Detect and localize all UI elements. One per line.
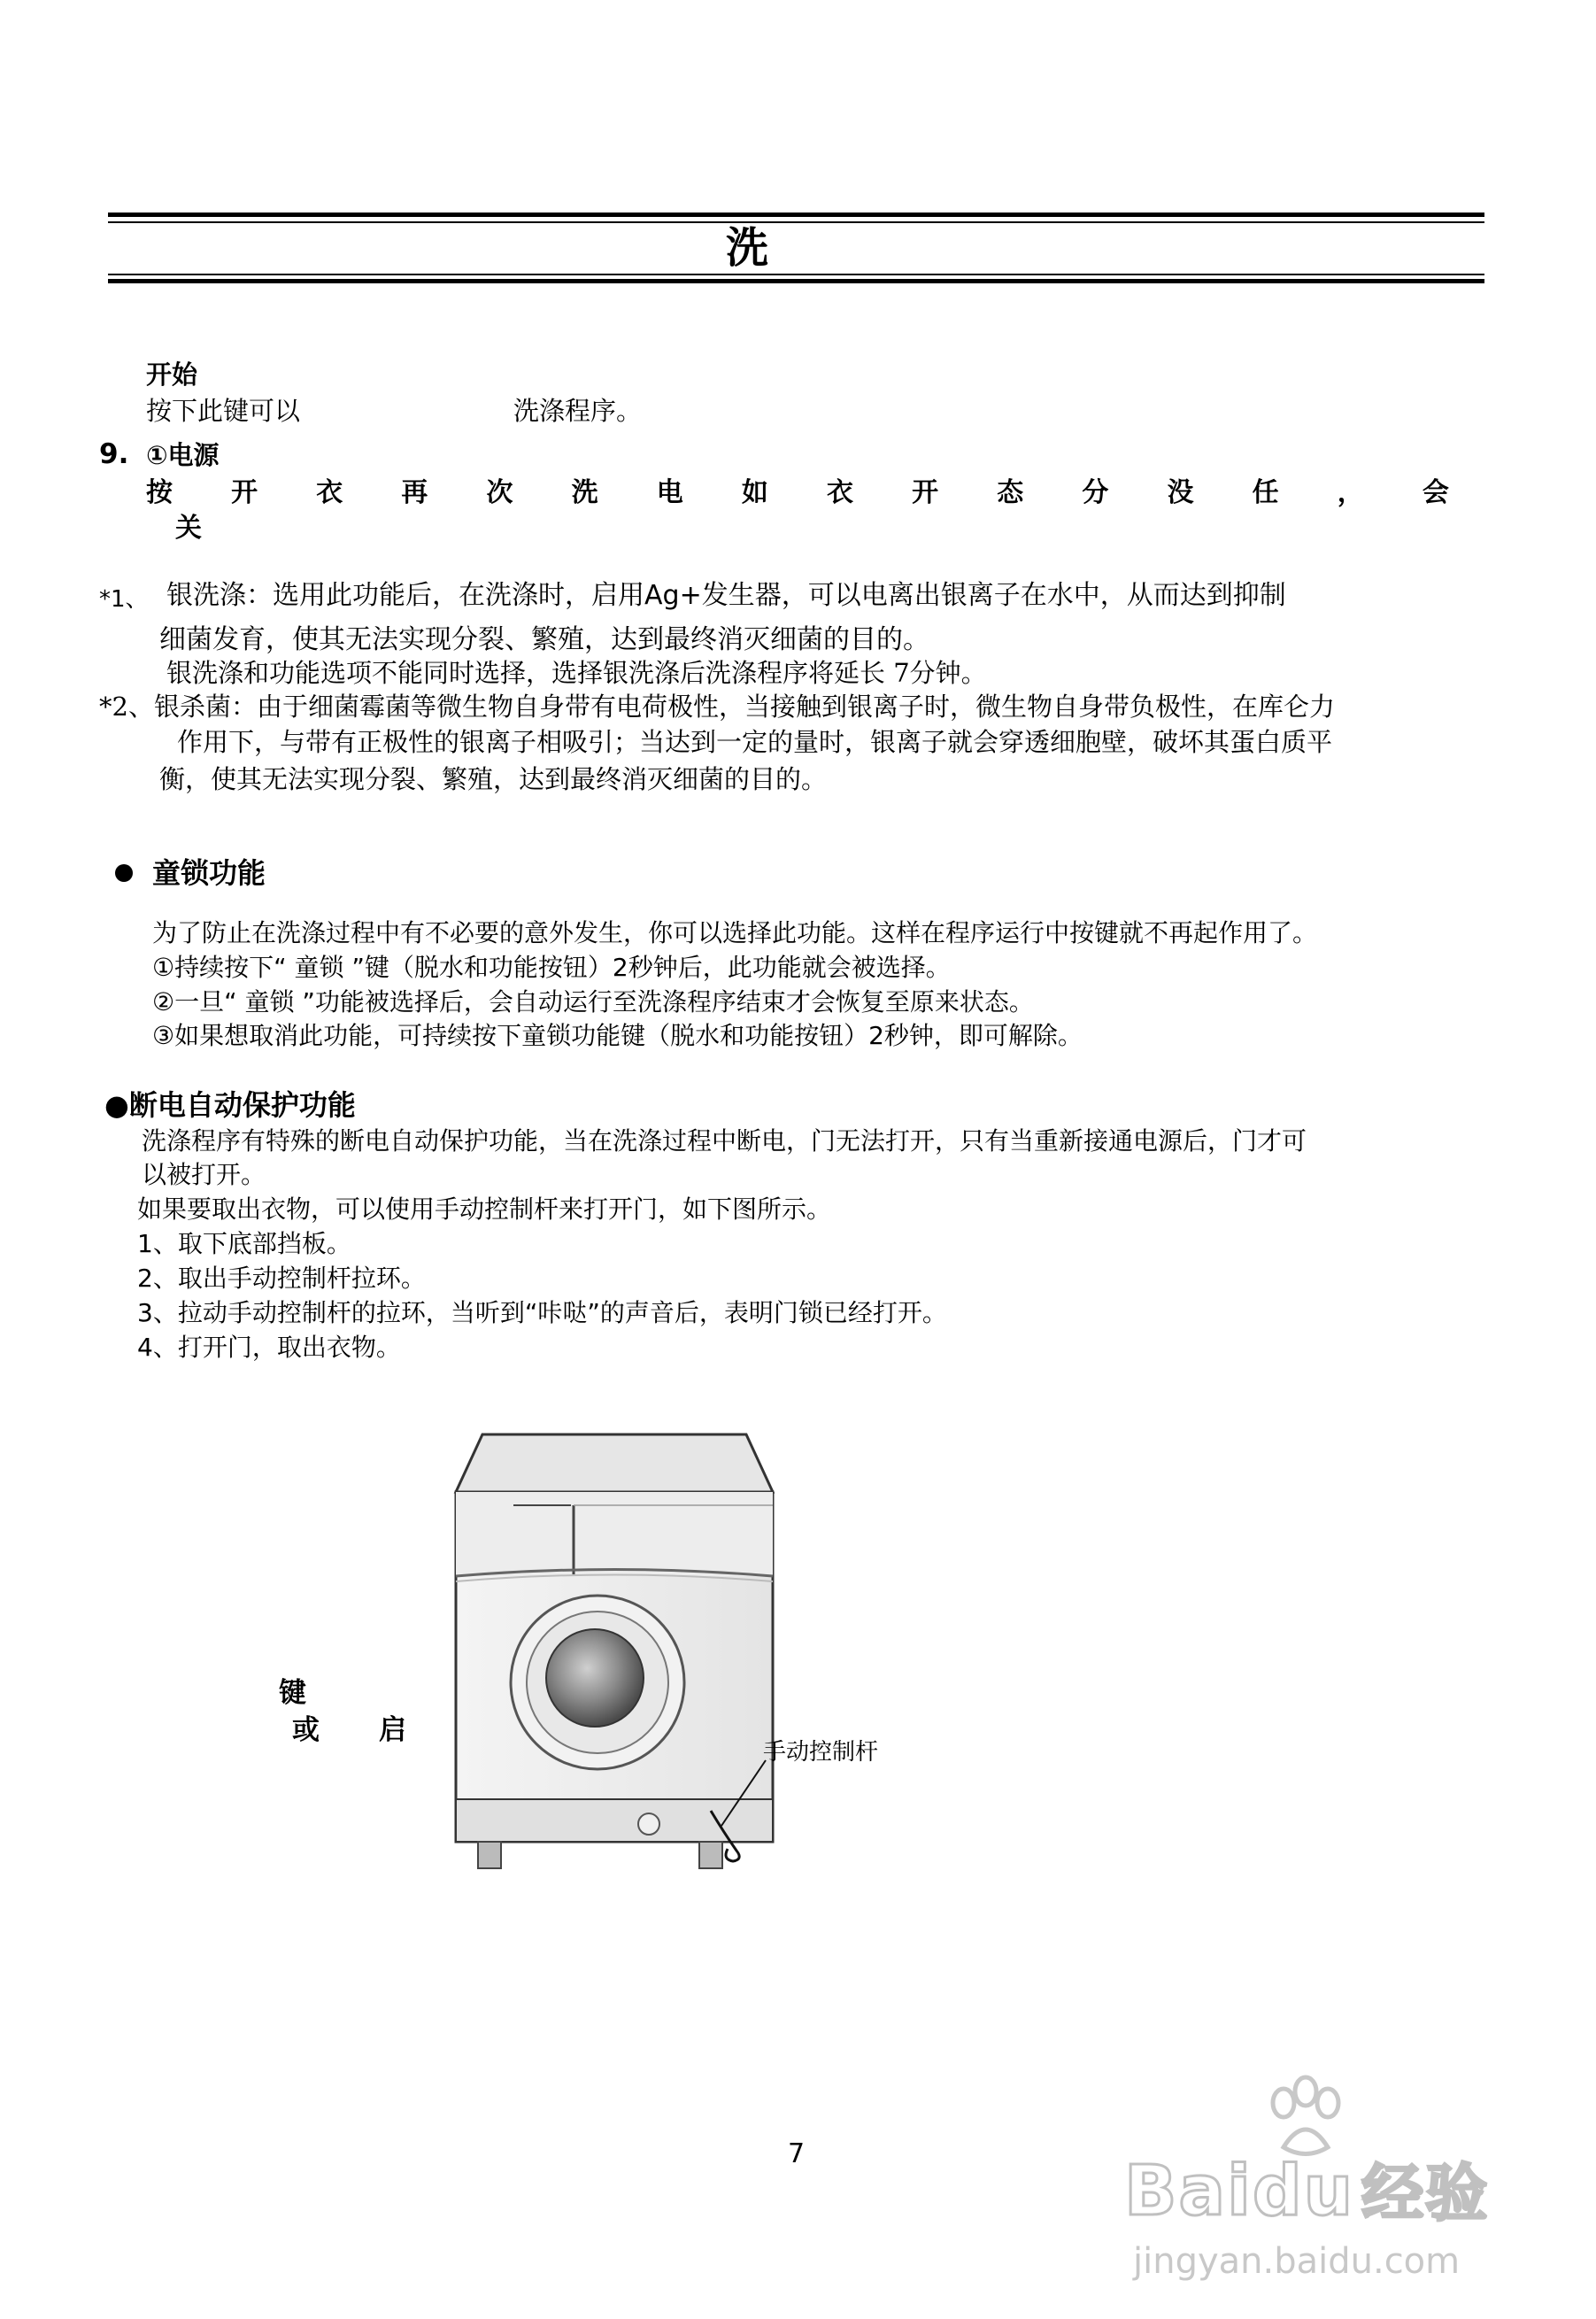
power-off-para2: 如果要取出衣物，可以使用手动控制杆来打开门，如下图所示。 [137,1194,832,1224]
power-off-step: 3、拉动手动控制杆的拉环，当听到“咔哒”的声音后，表明门锁已经打开。 [137,1298,947,1327]
start-heading: 开始 [146,359,198,390]
watermark-logo-text [1124,2152,1489,2233]
child-lock-step: ③如果想取消此功能，可持续按下童锁功能键（脱水和功能按钮）2秒钟，即可解除。 [152,1021,1083,1050]
item9-line2: 关 [175,513,202,544]
header-bottom-rule-thick [108,279,1484,283]
baidu-watermark [1124,2072,1567,2293]
watermark-brand2: du [1252,2152,1355,2231]
spread-char: 态 [997,477,1024,508]
spread-char: 洗 [571,477,598,508]
header-top-rule-thick [108,213,1484,217]
item9-spread-line [146,476,1449,510]
watermark-url: jingyan.baidu.com [1133,2241,1461,2282]
child-lock-intro: 为了防止在洗涤过程中有不必要的意外发生，你可以选择此功能。这样在程序运行中按键就不再起作用了。 [152,918,1318,947]
lever-label: 手动控制杆 [763,1739,879,1766]
spread-char: 衣 [316,477,343,508]
note2-line3: 衡，使其无法实现分裂、繁殖，达到最终消灭细菌的目的。 [159,764,828,794]
child-lock-heading: 童锁功能 [152,856,266,890]
note2-line1 [99,691,1335,723]
item9-number: 9. [99,438,129,470]
child-lock-step: ②一旦“ 童锁 ”功能被选择后，会自动运行至洗涤程序结束才会恢复至原来状态。 [152,987,1034,1016]
note1-line1 [166,579,1286,613]
spread-char: ， [1337,477,1364,508]
spread-char: 再 [401,477,428,508]
spread-char: 开 [912,477,939,508]
power-off-para1-line1: 洗涤程序有特殊的断电自动保护功能，当在洗涤过程中断电，门无法打开，只有当重新接通电源后，门才可 [142,1126,1307,1156]
machine-top [456,1434,773,1492]
note1-line3: 银洗涤和功能选项不能同时选择，选择银洗涤后洗涤程序将延长 7分钟。 [166,658,987,688]
header-bottom-rule-thin [108,274,1484,275]
note1-line1-tail-serif: 从而 [1126,580,1180,611]
note1-line1-main: 银洗涤：选用此功能后，在洗涤时，启用Ag+发生器，可以电离出银离子在水中， [166,580,1127,611]
bullet-dot [115,864,133,882]
start-line-b: 洗涤程序。 [513,396,643,426]
machine-foot [478,1842,501,1868]
power-off-step: 2、取出手动控制杆拉环。 [137,1264,426,1293]
spread-char: 按 [146,477,173,508]
note1-line1-tail: 达到抑制 [1179,580,1286,611]
spread-char: 如 [741,477,768,508]
spread-char: 次 [486,477,513,508]
note1-marker: *1、 [99,586,149,613]
page-number: 7 [788,2138,806,2169]
power-off-heading: ●断电自动保护功能 [104,1088,356,1122]
spread-char: 会 [1422,477,1449,508]
figure-side-label-2b: 启 [379,1714,406,1746]
note2-line2: 作用下，与带有正极性的银离子相吸引；当达到一定的量时，银离子就会穿透细胞壁，破坏其蛋白质平 [177,727,1333,757]
spread-char: 任 [1252,477,1279,508]
figure-side-label-1: 键 [279,1677,306,1709]
machine-foot [699,1842,722,1868]
start-line-a: 按下此键可以 [146,396,301,426]
power-off-step: 4、打开门，取出衣物。 [137,1333,401,1362]
spread-char: 分 [1082,477,1109,508]
page-title: 洗 [726,223,769,273]
washing-machine-illustration [443,1417,779,1886]
note2-marker: *2、 [99,692,154,722]
drain-cap [638,1813,659,1835]
door-glass [546,1629,644,1727]
spread-char: 电 [656,477,683,508]
spread-char: 衣 [827,477,853,508]
power-off-para1-line2: 以被打开。 [142,1160,266,1189]
item9-title: ①电源 [146,440,220,470]
note2-line1-text: 银杀菌：由于细菌霉菌等微生物自身带有电荷极性，当接触到银离子时，微生物自身带负极性，在库仑力 [153,692,1335,722]
note1-line2: 细菌发育，使其无法实现分裂、繁殖，达到最终消灭细菌的目的。 [159,624,929,655]
header-top-rule-thin [108,221,1484,223]
spread-char: 没 [1167,477,1194,508]
watermark-cn: 经验 [1361,2157,1490,2230]
figure-side-label-2a: 或 [292,1714,320,1746]
spread-char: 开 [231,477,258,508]
power-off-step: 1、取下底部挡板。 [137,1229,351,1258]
child-lock-step: ①持续按下“ 童锁 ”键（脱水和功能按钮）2秒钟后，此功能就会被选择。 [152,953,951,982]
watermark-brand: Bai [1124,2152,1253,2231]
